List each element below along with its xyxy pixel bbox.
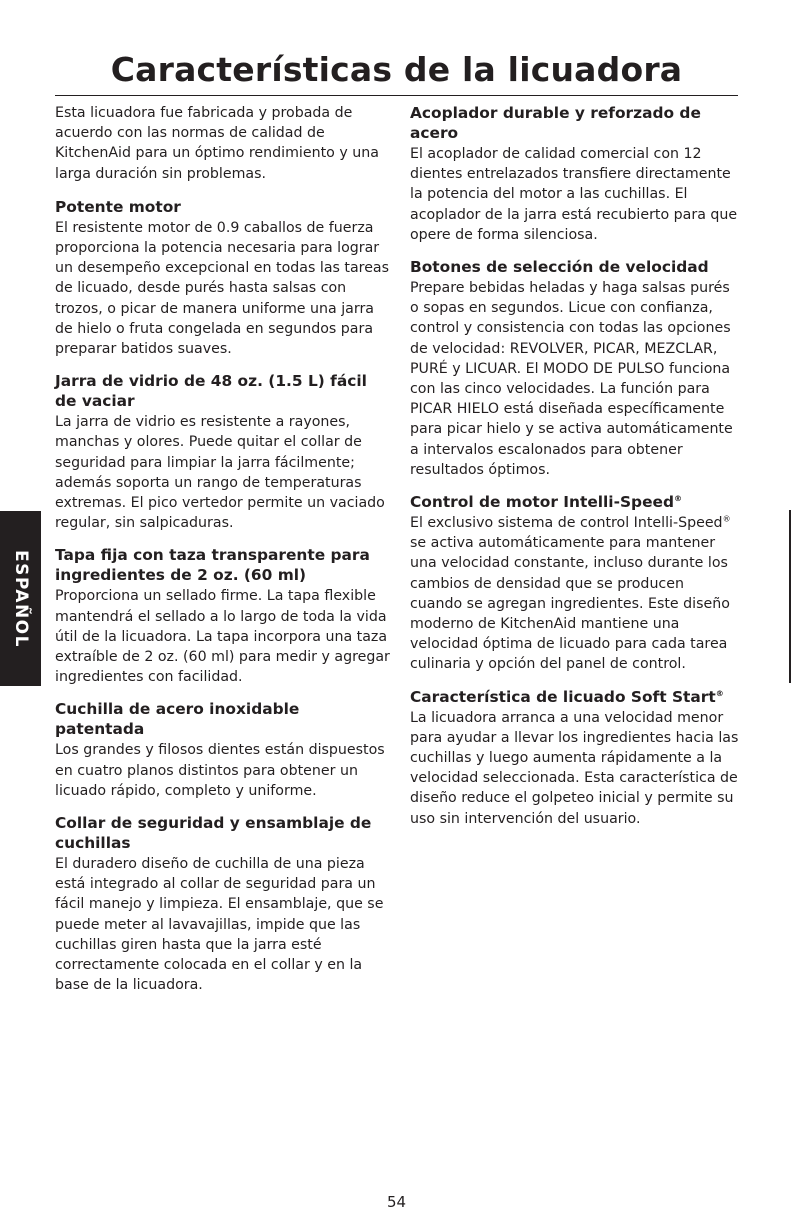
registered-mark: ® (673, 493, 682, 503)
section-jarra-de-vidrio (55, 371, 390, 533)
section-cuchilla (55, 699, 390, 801)
page-edge-mark (789, 510, 791, 683)
heading-text: Característica de licuado Soft Start (410, 687, 716, 706)
section-tapa-fija (55, 545, 390, 687)
section-body: Los grandes y filosos dientes están dispuestos en cuatro planos distintos para obtener un licuado rápido, completo y uniforme. (55, 742, 385, 799)
section-body: La licuadora arranca a una velocidad menor para ayudar a llevar los ingredientes hacia las cuchillas y luego aumenta rápidamente a la velocidad seleccionada. Esta característica de diseño reduce el golpeteo inicial y permite su uso sin intervención del usuario. (410, 709, 739, 827)
section-heading: Collar de seguridad y ensamblaje de cuchillas (55, 814, 372, 853)
section-body: El acoplador de calidad comercial con 12 dientes entrelazados transfiere directamente la potencia del motor a las cuchillas. El acoplador de la jarra está recubierto para que opere de forma silenciosa. (410, 146, 738, 243)
section-body: Prepare bebidas heladas y haga salsas purés o sopas en segundos. Licue con confianza, control y consistencia con todas las opciones de velocidad: REVOLVER, PICAR, MEZCLAR, PURÉ y LICUAR. El MODO DE PULSO funciona con las cinco velocidades. La función para PICAR HIELO está diseñada específicamente para picar hielo y se activa automáticamente a intervalos escalonados para obtener resultados óptimos. (410, 280, 733, 478)
section-botones-velocidad (410, 257, 740, 480)
section-heading: Potente motor (55, 197, 181, 216)
section-heading: Cuchilla de acero inoxidable patentada (55, 700, 300, 739)
section-body (410, 513, 740, 675)
page-number: 54 (386, 1193, 407, 1211)
title-divider (55, 95, 738, 96)
section-heading (410, 492, 740, 512)
section-heading: Botones de selección de velocidad (410, 258, 709, 277)
language-tab-label: ESPAÑOL (10, 549, 31, 648)
body-text: El exclusivo sistema de control Intelli-Speed (410, 515, 723, 532)
left-column (55, 103, 390, 1008)
section-intelli-speed (410, 492, 740, 675)
section-body: La jarra de vidrio es resistente a rayones, manchas y olores. Puede quitar el collar de seguridad para limpiar la jarra fácilmente; además soporta un rango de temperaturas extremas. El pico vertedor permite un vaciado regular, sin salpicaduras. (55, 414, 385, 532)
registered-mark: ® (722, 514, 731, 524)
section-acoplador (410, 103, 740, 245)
right-column (410, 103, 740, 841)
section-body: El resistente motor de 0.9 caballos de fuerza proporciona la potencia necesaria para lograr un desempeño excepcional en todas las tareas de licuado, desde purés hasta salsas con trozos, o picar de manera uniforme una jarra de hielo o fruta congelada en segundos para preparar batidos suaves. (55, 219, 390, 358)
section-heading: Acoplador durable y reforzado de acero (410, 104, 701, 142)
page-title: Características de la licuadora (110, 50, 683, 89)
intro-block (55, 103, 390, 184)
section-body: Proporciona un sellado firme. La tapa flexible mantendrá el sellado a lo largo de toda la vida útil de la licuadora. La tapa incorpora una taza extraíble de 2 oz. (60 ml) para medir y agregar ingredientes con facilidad. (55, 588, 390, 686)
heading-text: Control de motor Intelli-Speed (410, 493, 674, 512)
language-tab (0, 511, 41, 686)
intro-text: Esta licuadora fue fabricada y probada de acuerdo con las normas de calidad de KitchenAid para un óptimo rendimiento y una larga duración sin problemas. (55, 105, 379, 182)
section-heading: Jarra de vidrio de 48 oz. (1.5 L) fácil de vaciar (55, 372, 367, 411)
registered-mark: ® (715, 688, 724, 698)
section-heading: Tapa fija con taza transparente para ingredientes de 2 oz. (60 ml) (55, 546, 370, 585)
section-heading (410, 687, 740, 707)
section-potente-motor (55, 197, 390, 359)
section-soft-start (410, 687, 740, 829)
section-body: El duradero diseño de cuchilla de una pieza está integrado al collar de seguridad para un fácil manejo y limpieza. El ensamblaje, que se puede meter al lavavajillas, impide que las cuchillas giren hasta que la jarra esté correctamente colocada en el collar y en la base de la licuadora. (55, 856, 384, 994)
section-collar-seguridad (55, 813, 390, 995)
body-text: se activa automáticamente para mantener una velocidad constante, incluso durante los cambios de densidad que se producen cuando se agregan ingredientes. Este diseño moderno de KitchenAid mantiene una velocidad óptima de licuado para cada tarea culinaria y opción del panel de control. (410, 535, 730, 673)
